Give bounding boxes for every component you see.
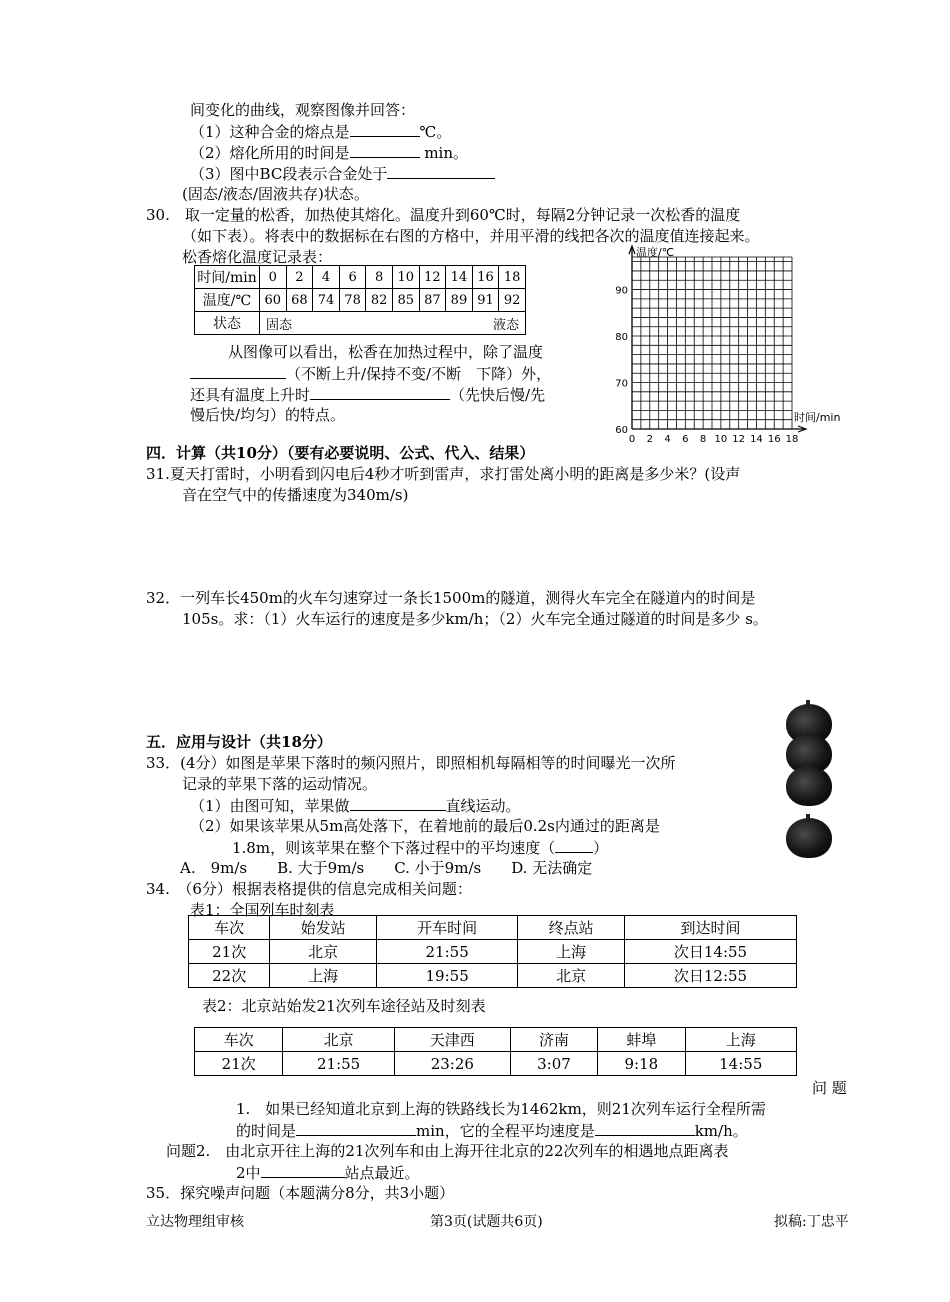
cell: 北京 (518, 964, 625, 988)
q33-part2-line1: （2）如果该苹果从5m高处落下，在着地前的最后0.2s内通过的距离是 (190, 817, 660, 835)
cell: 14:55 (685, 1052, 796, 1076)
cell: 85 (392, 289, 419, 312)
cell: 21次 (195, 1052, 283, 1076)
cell: 次日12:55 (624, 964, 796, 988)
cell: 82 (366, 289, 393, 312)
cell: 22次 (189, 964, 270, 988)
cell: 上海 (518, 940, 625, 964)
header-cell: 始发站 (270, 916, 377, 940)
row-label-time: 时间/min (195, 266, 260, 289)
blank[interactable] (350, 121, 420, 137)
y-tick-label: 70 (615, 378, 628, 390)
q34-q2-line1: 问题2. 由北京开往上海的21次列车和由上海开往北京的22次列车的相遇地点距离表 (166, 1142, 729, 1160)
header-cell: 开车时间 (376, 916, 517, 940)
table-row (195, 1028, 797, 1052)
cell: 92 (499, 289, 526, 312)
cell: 68 (286, 289, 313, 312)
cell: 89 (446, 289, 473, 312)
y-axis-label: 温度/℃ (636, 246, 675, 259)
table2-title: 表2：北京站始发21次列车途径站及时刻表 (202, 997, 486, 1015)
q34-line1: 34. （6分）根据表格提供的信息完成相关问题： (146, 880, 472, 898)
cell: 21:55 (376, 940, 517, 964)
q29-part3: （3）图中BC段表示合金处于 (190, 163, 495, 184)
blank[interactable] (310, 384, 450, 400)
cell: 87 (419, 289, 446, 312)
cell: 23:26 (394, 1052, 510, 1076)
x-tick-label: 18 (785, 434, 799, 445)
q30-text2: （不断上升/保持不变/不断 下降）外， (190, 363, 551, 384)
table-row (189, 940, 797, 964)
q33-part2-line2: 1.8m，则该苹果在整个下落过程中的平均速度（ ） (232, 839, 609, 857)
q31-line2: 音在空气中的传播速度为340m/s) (182, 486, 409, 504)
q30-text1: 从图像可以看出，松香在加热过程中，除了温度 (228, 343, 544, 361)
train-schedule-table (188, 915, 797, 988)
question-label: 问 题 (812, 1079, 847, 1097)
q32-line2: 105s。求：（1）火车运行的速度是多少km/h；（2）火车完全通过隧道的时间是多少 s。 (182, 610, 768, 628)
q29-part3-tail: (固态/液态/固液共存)状态。 (182, 185, 369, 203)
cell: 6 (339, 266, 366, 289)
blank[interactable] (350, 142, 420, 158)
q30-line2: （如下表）。将表中的数据标在右图的方格中，并用平滑的线把各次的温度值连接起来。 (182, 227, 760, 245)
y-tick-label: 60 (615, 425, 628, 436)
section5-title: 五．应用与设计（共18分） (146, 733, 332, 751)
blank[interactable] (190, 363, 286, 379)
row-label-state: 状态 (195, 312, 260, 335)
q33-line2: 记录的苹果下落的运动情况。 (182, 775, 378, 793)
cell: 9:18 (598, 1052, 685, 1076)
cell: 18 (499, 266, 526, 289)
x-tick-label: 6 (682, 434, 689, 445)
cell: 74 (313, 289, 340, 312)
q31-line1: 31.夏天打雷时，小明看到闪电后4秒才听到雷声，求打雷处离小明的距离是多少米？(设声 (146, 465, 741, 483)
q33-choices: A. 9m/s B. 大于9m/s C. 小于9m/s D. 无法确定 (180, 859, 593, 877)
q34-q1-line1: 1. 如果已经知道北京到上海的铁路线长为1462km，则21次列车运行全程所需 (236, 1100, 766, 1118)
x-tick-label: 2 (646, 434, 653, 445)
cell: 3:07 (510, 1052, 597, 1076)
blank[interactable] (555, 837, 593, 853)
table-row (195, 289, 526, 312)
header-cell: 车次 (195, 1028, 283, 1052)
blank[interactable] (296, 1120, 416, 1136)
cell: 0 (260, 266, 287, 289)
q33-line1: 33．(4分）如图是苹果下落时的频闪照片，即照相机每隔相等的时间曝光一次所 (146, 754, 676, 772)
blank[interactable] (350, 795, 446, 811)
apple-image (786, 818, 832, 858)
blank[interactable] (261, 1162, 345, 1178)
header-cell: 天津西 (394, 1028, 510, 1052)
header-cell: 终点站 (518, 916, 625, 940)
x-tick-label: 8 (699, 434, 707, 445)
cell: 4 (313, 266, 340, 289)
cell: 91 (472, 289, 499, 312)
x-tick-label: 0 (628, 434, 636, 445)
header-cell: 到达时间 (624, 916, 796, 940)
cell: 16 (472, 266, 499, 289)
y-tick-label: 90 (615, 285, 628, 297)
cell: 北京 (270, 940, 377, 964)
q29-part1: （1）这种合金的熔点是 ℃。 (190, 123, 452, 141)
x-tick-label: 16 (767, 434, 781, 445)
footer-left: 立达物理组审核 (146, 1214, 244, 1230)
q33-part1: （1）由图可知，苹果做 直线运动。 (190, 797, 521, 815)
cell: 12 (419, 266, 446, 289)
cell: 21:55 (283, 1052, 394, 1076)
cell: 19:55 (376, 964, 517, 988)
table1-title: 表1：全国列车时刻表 (190, 901, 335, 919)
rosin-table (194, 265, 526, 335)
header-cell: 车次 (189, 916, 270, 940)
y-tick-label: 80 (615, 332, 628, 344)
cell: 10 (392, 266, 419, 289)
blank[interactable] (595, 1120, 695, 1136)
x-axis-label: 时间/min (794, 411, 841, 424)
blank[interactable] (387, 163, 495, 179)
cell: 8 (366, 266, 393, 289)
temperature-grid-chart[interactable] (600, 238, 860, 450)
q30-text4: 慢后快/均匀）的特点。 (190, 406, 346, 424)
q29-part2: （2）熔化所用的时间是 min。 (190, 144, 468, 162)
table-row (189, 964, 797, 988)
header-cell: 济南 (510, 1028, 597, 1052)
cell: 上海 (270, 964, 377, 988)
q30-text3: 还具有温度上升时 （先快后慢/先 (190, 386, 546, 404)
header-cell: 北京 (283, 1028, 394, 1052)
section4-title: 四．计算（共10分）（要有必要说明、公式、代入、结果） (146, 444, 535, 462)
cell: 21次 (189, 940, 270, 964)
x-tick-label: 4 (664, 434, 671, 445)
header-cell: 蚌埠 (598, 1028, 685, 1052)
cell: 78 (339, 289, 366, 312)
cell: 14 (446, 266, 473, 289)
table-row (195, 312, 526, 335)
row-label-temp: 温度/℃ (195, 289, 260, 312)
cell: 次日14:55 (624, 940, 796, 964)
q34-q2-line2: 2中 站点最近。 (236, 1164, 420, 1182)
table-row (189, 916, 797, 940)
q34-q1-line2: 的时间是 min，它的全程平均速度是 km/h。 (236, 1122, 748, 1140)
state-cell: 固态 液态 (260, 312, 526, 335)
q30-table-title: 松香熔化温度记录表： (182, 248, 333, 266)
cell: 60 (260, 289, 287, 312)
table-row (195, 1052, 797, 1076)
q30-line1: 30. 取一定量的松香，加热使其熔化。温度升到60℃时，每隔2分钟记录一次松香的温度 (146, 206, 741, 224)
header-cell: 上海 (685, 1028, 796, 1052)
q32-line1: 32．一列车长450m的火车匀速穿过一条长1500m的隧道，测得火车完全在隧道内的时间是 (146, 589, 756, 607)
table-row (195, 266, 526, 289)
footer-page: 第3页(试题共6页) (430, 1214, 543, 1230)
route-table (194, 1027, 797, 1076)
cell: 2 (286, 266, 313, 289)
q29-intro: 间变化的曲线，观察图像并回答： (190, 101, 416, 119)
x-tick-label: 14 (750, 434, 763, 445)
footer-right: 拟稿:丁忠平 (774, 1214, 849, 1230)
apple-image (786, 766, 832, 806)
x-tick-label: 12 (732, 434, 746, 445)
x-tick-label: 10 (714, 434, 728, 445)
q35-title: 35．探究噪声问题（本题满分8分，共3小题） (146, 1184, 455, 1202)
